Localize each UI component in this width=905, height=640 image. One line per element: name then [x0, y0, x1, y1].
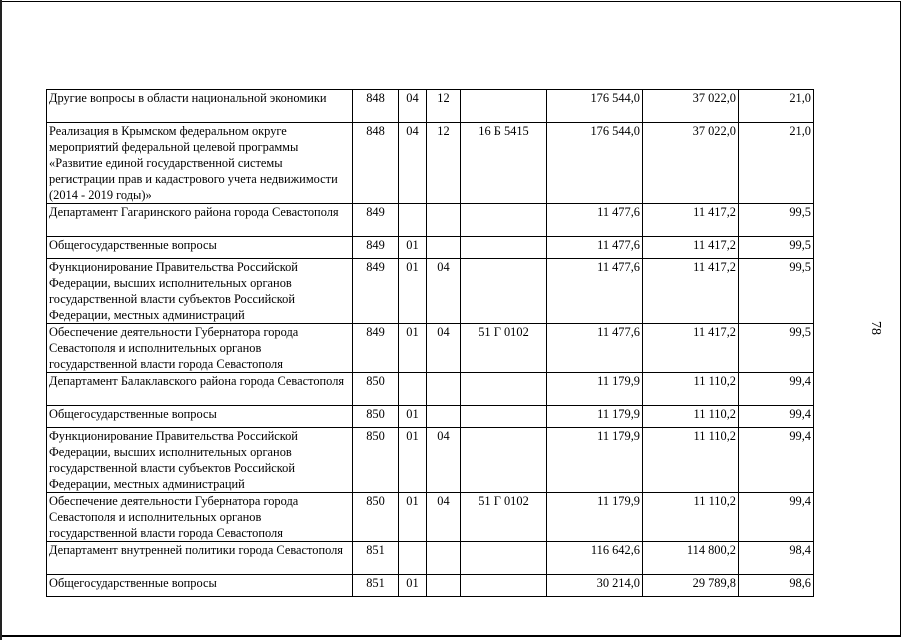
cell-pct: 99,4: [739, 428, 814, 493]
table-row: [47, 237, 814, 259]
cell-name: Общегосударственные вопросы: [47, 575, 353, 597]
cell-rz: 01: [399, 575, 427, 597]
cell-ved: 851: [353, 542, 399, 575]
cell-pr: 12: [427, 123, 461, 204]
cell-fact: 11 110,2: [643, 493, 739, 542]
cell-pr: 04: [427, 259, 461, 324]
cell-fact: 11 110,2: [643, 428, 739, 493]
cell-pr: [427, 373, 461, 406]
cell-plan: 116 642,6: [547, 542, 643, 575]
cell-pct: 98,4: [739, 542, 814, 575]
cell-pct: 21,0: [739, 90, 814, 123]
cell-fact: 11 110,2: [643, 406, 739, 428]
cell-name: Департамент внутренней политики города Севастополя: [47, 542, 353, 575]
cell-plan: 11 179,9: [547, 406, 643, 428]
cell-pr: 04: [427, 324, 461, 373]
table-row: [47, 493, 814, 542]
cell-pct: 98,6: [739, 575, 814, 597]
table-row: [47, 406, 814, 428]
cell-pr: 04: [427, 493, 461, 542]
cell-rz: 01: [399, 324, 427, 373]
cell-pct: 99,5: [739, 259, 814, 324]
cell-name: Функционирование Правительства Российской Федерации, высших исполнительных органов государственной власти субъектов Российской Федерации, местных администраций: [47, 259, 353, 324]
cell-fact: 11 417,2: [643, 324, 739, 373]
cell-name: Обеспечение деятельности Губернатора города Севастополя и исполнительных органов государственной власти города Севастополя: [47, 493, 353, 542]
cell-ved: 849: [353, 259, 399, 324]
cell-name: Реализация в Крымском федеральном округе мероприятий федеральной целевой программы «Развитие единой государственной системы регистрации прав и кадастрового учета недвижимости (2014 - 2019 годы)»: [47, 123, 353, 204]
cell-pr: 12: [427, 90, 461, 123]
cell-rz: [399, 542, 427, 575]
cell-pct: 99,4: [739, 406, 814, 428]
cell-csr: 16 Б 5415: [461, 123, 547, 204]
table-row: [47, 259, 814, 324]
cell-fact: 11 110,2: [643, 373, 739, 406]
cell-plan: 176 544,0: [547, 90, 643, 123]
cell-pct: 99,4: [739, 493, 814, 542]
cell-name: Департамент Гагаринского района города Севастополя: [47, 204, 353, 237]
page-number: 78: [868, 321, 883, 335]
cell-csr: [461, 542, 547, 575]
cell-ved: 848: [353, 123, 399, 204]
cell-fact: 37 022,0: [643, 90, 739, 123]
cell-pct: 99,5: [739, 324, 814, 373]
cell-fact: 29 789,8: [643, 575, 739, 597]
cell-csr: [461, 575, 547, 597]
cell-pr: 04: [427, 428, 461, 493]
table-row: [47, 123, 814, 204]
cell-csr: 51 Г 0102: [461, 493, 547, 542]
cell-pr: [427, 237, 461, 259]
cell-rz: 04: [399, 123, 427, 204]
cell-rz: 04: [399, 90, 427, 123]
cell-ved: 850: [353, 373, 399, 406]
table-row: [47, 575, 814, 597]
cell-plan: 11 477,6: [547, 259, 643, 324]
cell-rz: 01: [399, 428, 427, 493]
cell-pct: 21,0: [739, 123, 814, 204]
cell-plan: 11 179,9: [547, 428, 643, 493]
cell-csr: [461, 428, 547, 493]
table-row: [47, 373, 814, 406]
cell-pct: 99,5: [739, 237, 814, 259]
cell-plan: 11 477,6: [547, 204, 643, 237]
cell-pr: [427, 575, 461, 597]
cell-ved: 850: [353, 406, 399, 428]
cell-name: Общегосударственные вопросы: [47, 406, 353, 428]
cell-plan: 176 544,0: [547, 123, 643, 204]
cell-ved: 851: [353, 575, 399, 597]
cell-rz: 01: [399, 493, 427, 542]
cell-fact: 37 022,0: [643, 123, 739, 204]
cell-rz: [399, 204, 427, 237]
cell-csr: [461, 90, 547, 123]
cell-plan: 11 477,6: [547, 237, 643, 259]
cell-ved: 849: [353, 324, 399, 373]
cell-ved: 848: [353, 90, 399, 123]
cell-plan: 11 179,9: [547, 493, 643, 542]
cell-pct: 99,4: [739, 373, 814, 406]
cell-fact: 11 417,2: [643, 204, 739, 237]
cell-fact: 11 417,2: [643, 259, 739, 324]
cell-name: Обеспечение деятельности Губернатора города Севастополя и исполнительных органов государственной власти города Севастополя: [47, 324, 353, 373]
cell-pr: [427, 406, 461, 428]
cell-rz: 01: [399, 406, 427, 428]
cell-plan: 11 477,6: [547, 324, 643, 373]
cell-pr: [427, 204, 461, 237]
cell-ved: 850: [353, 493, 399, 542]
cell-csr: [461, 373, 547, 406]
table-row: [47, 204, 814, 237]
cell-rz: 01: [399, 259, 427, 324]
cell-csr: [461, 259, 547, 324]
cell-fact: 11 417,2: [643, 237, 739, 259]
cell-ved: 849: [353, 204, 399, 237]
cell-name: Другие вопросы в области национальной экономики: [47, 90, 353, 123]
cell-name: Общегосударственные вопросы: [47, 237, 353, 259]
cell-pct: 99,5: [739, 204, 814, 237]
cell-ved: 849: [353, 237, 399, 259]
cell-pr: [427, 542, 461, 575]
table-row: [47, 324, 814, 373]
cell-plan: 30 214,0: [547, 575, 643, 597]
cell-csr: [461, 406, 547, 428]
table-row: [47, 542, 814, 575]
table-row: [47, 90, 814, 123]
budget-table: [46, 89, 814, 597]
cell-csr: 51 Г 0102: [461, 324, 547, 373]
cell-rz: 01: [399, 237, 427, 259]
cell-name: Департамент Балаклавского района города Севастополя: [47, 373, 353, 406]
table-body: [47, 90, 814, 597]
table-row: [47, 428, 814, 493]
cell-csr: [461, 204, 547, 237]
cell-rz: [399, 373, 427, 406]
cell-csr: [461, 237, 547, 259]
cell-plan: 11 179,9: [547, 373, 643, 406]
cell-name: Функционирование Правительства Российской Федерации, высших исполнительных органов государственной власти субъектов Российской Федерации, местных администраций: [47, 428, 353, 493]
cell-fact: 114 800,2: [643, 542, 739, 575]
cell-ved: 850: [353, 428, 399, 493]
